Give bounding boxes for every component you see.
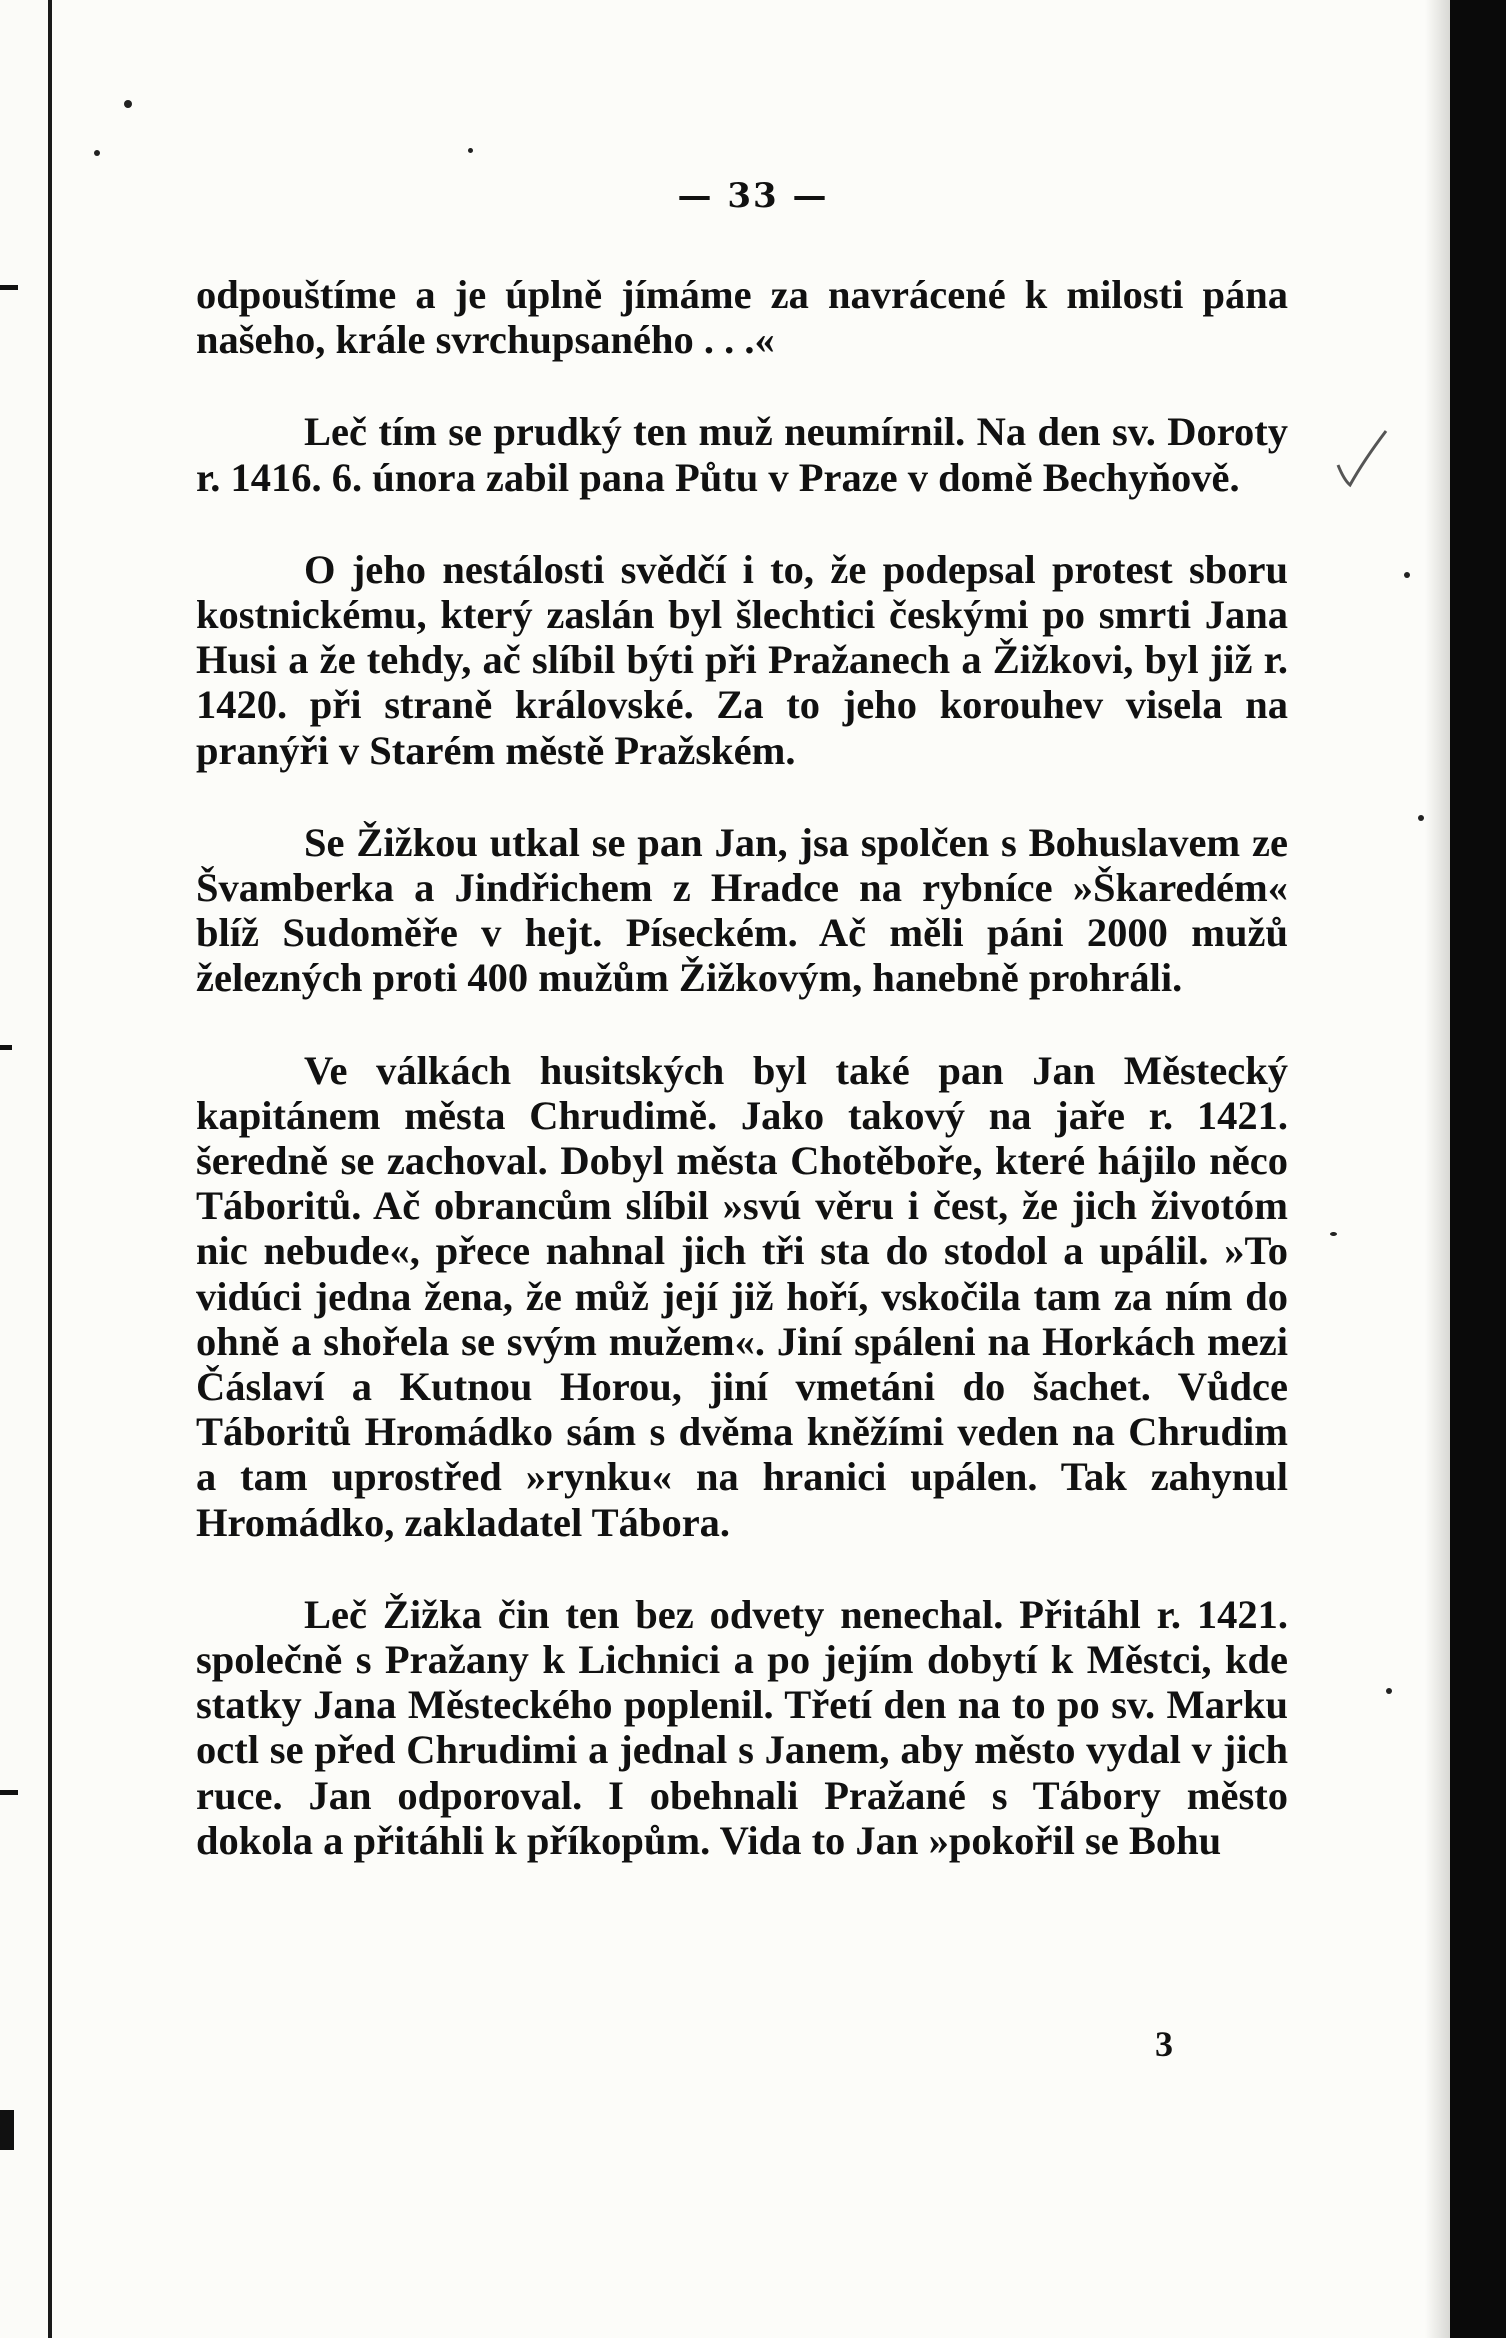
scan-speck <box>94 150 100 156</box>
page-edge-shadow <box>1425 0 1450 2338</box>
paragraph: Ve válkách husitských byl také pan Jan Městecký kapitánem města Chrudimě. Jako takový na jaře r. 1421. šeredně se zachoval. Dobyl města Chotěboře, které hájilo něco Táboritů. Ač obrancům slíbil »svú věru i čest, že jich životóm nic nebude«, přece nahnal jich tři sta do stodol a upálil. »To vidúci jedna žena, že můž její již hoří, vskočila tam za ním do ohně a shořela se svým mužem«. Jiní spáleni na Horkách mezi Čáslaví a Kutnou Horou, jiní vmetáni do šachet. Vůdce Táboritů Hromádko sám s dvěma kněžími veden na Chrudim a tam uprostřed »rynku« na hranici upálen. Tak zahynul Hromádko, zakladatel Tábora. <box>196 1047 1288 1545</box>
page-number: — 33 — <box>677 176 829 216</box>
scan-speck <box>1330 1232 1337 1236</box>
paragraph: Se Žižkou utkal se pan Jan, jsa spolčen s Bohuslavem ze Švamberka a Jindřichem z Hradce na rybníce »Škaredém« blíž Sudoměře v hejt. Píseckém. Ač měli páni 2000 mužů železných proti 400 mužům Žižkovým, hanebně prohráli. <box>196 819 1288 1001</box>
signature-mark: 3 <box>1155 2024 1173 2064</box>
binding-mark <box>0 285 18 290</box>
scan-speck <box>1386 1688 1392 1694</box>
binding-mark <box>0 1045 12 1050</box>
paragraph: Leč Žižka čin ten bez odvety nenechal. Přitáhl r. 1421. společně s Pražany k Lichnici a po jejím dobytí k Městci, kde statky Jana Městeckého poplenil. Třetí den na to po sv. Marku octl se před Chrudimi a jednal s Janem, aby město vydal v jich ruce. Jan odporoval. I obehnali Pražané s Tábory město dokola a přitáhli k příkopům. Vida to Jan »pokořil se Bohu <box>196 1591 1288 1863</box>
scan-speck <box>1418 815 1424 821</box>
scan-speck <box>124 100 132 108</box>
binding-mark <box>0 1790 18 1795</box>
scan-speck <box>468 148 473 153</box>
pencil-check-mark <box>1334 425 1394 495</box>
paragraph: odpouštíme a je úplně jímáme za navrácené k milosti pána našeho, krále svrchupsaného . . .« <box>196 272 1288 363</box>
scan-speck <box>1404 572 1410 578</box>
body-text <box>196 272 1288 1910</box>
page-left-edge <box>48 0 52 2338</box>
paragraph: Leč tím se prudký ten muž neumírnil. Na den sv. Doroty r. 1416. 6. února zabil pana Půtu v Praze v domě Bechyňově. <box>196 409 1288 500</box>
paragraph: O jeho nestálosti svědčí i to, že podepsal protest sboru kostnickému, který zaslán byl šlechtici českými po smrti Jana Husi a že tehdy, ač slíbil býti při Pražanech a Žižkovi, byl již r. 1420. při straně královské. Za to jeho korouhev visela na pranýři v Starém městě Pražském. <box>196 546 1288 773</box>
scan-border <box>1450 0 1506 2338</box>
binding-mark <box>0 2110 14 2150</box>
